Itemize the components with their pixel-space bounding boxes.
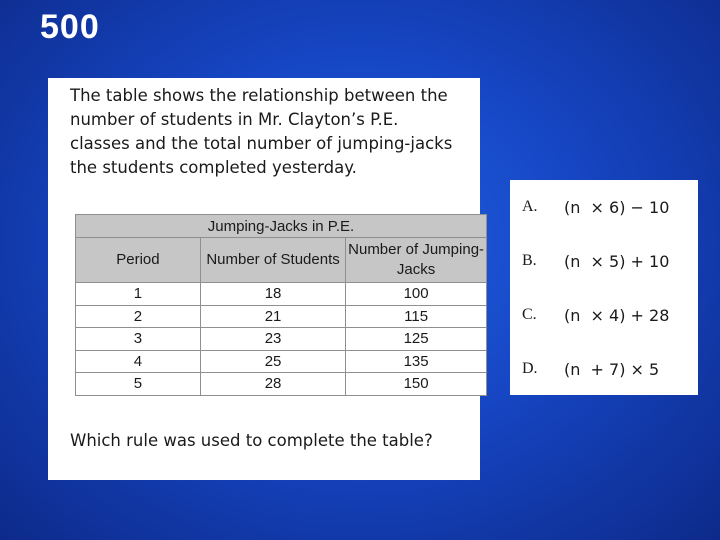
table-cell: 5	[76, 373, 201, 396]
table-cell: 125	[346, 328, 487, 351]
table-row	[76, 305, 487, 328]
choice-d[interactable]	[522, 354, 692, 384]
answer-choices-card	[510, 180, 698, 395]
table-cell: 4	[76, 350, 201, 373]
choice-letter: D.	[522, 360, 538, 377]
slide-title: 500	[40, 8, 100, 46]
jumping-jacks-table	[75, 214, 487, 396]
table-cell: 21	[200, 305, 345, 328]
table-row	[76, 283, 487, 306]
table-row	[76, 328, 487, 351]
table-cell: 2	[76, 305, 201, 328]
table-cell: 100	[346, 283, 487, 306]
table-cell: 135	[346, 350, 487, 373]
question-prompt: The table shows the relationship between the number of students in Mr. Clayton’s P.E. classes and the total number of jumping-jacks the students completed yesterday.	[70, 86, 453, 177]
choice-expression: (n + 7) × 5	[564, 359, 660, 379]
table-row	[76, 350, 487, 373]
column-header-period: Period	[76, 238, 201, 283]
table-cell: 25	[200, 350, 345, 373]
table-cell: 115	[346, 305, 487, 328]
choice-b[interactable]	[522, 246, 692, 276]
table-cell: 1	[76, 283, 201, 306]
choice-letter: A.	[522, 198, 538, 215]
table-cell: 28	[200, 373, 345, 396]
column-header-students: Number of Students	[200, 238, 345, 283]
choice-letter: B.	[522, 252, 537, 269]
choice-expression: (n × 5) + 10	[564, 251, 670, 271]
table-cell: 23	[200, 328, 345, 351]
column-header-jumping-jacks: Number of Jumping-Jacks	[346, 238, 487, 283]
table-row	[76, 373, 487, 396]
question-card	[48, 78, 485, 480]
final-question: Which rule was used to complete the table?	[70, 431, 433, 450]
table-cell: 150	[346, 373, 487, 396]
table-cell: 3	[76, 328, 201, 351]
choice-expression: (n × 6) − 10	[564, 197, 670, 217]
choice-expression: (n × 4) + 28	[564, 305, 670, 325]
table-caption: Jumping-Jacks in P.E.	[76, 215, 487, 238]
choice-letter: C.	[522, 306, 537, 323]
table-cell: 18	[200, 283, 345, 306]
choice-a[interactable]	[522, 192, 692, 222]
choice-c[interactable]	[522, 300, 692, 330]
